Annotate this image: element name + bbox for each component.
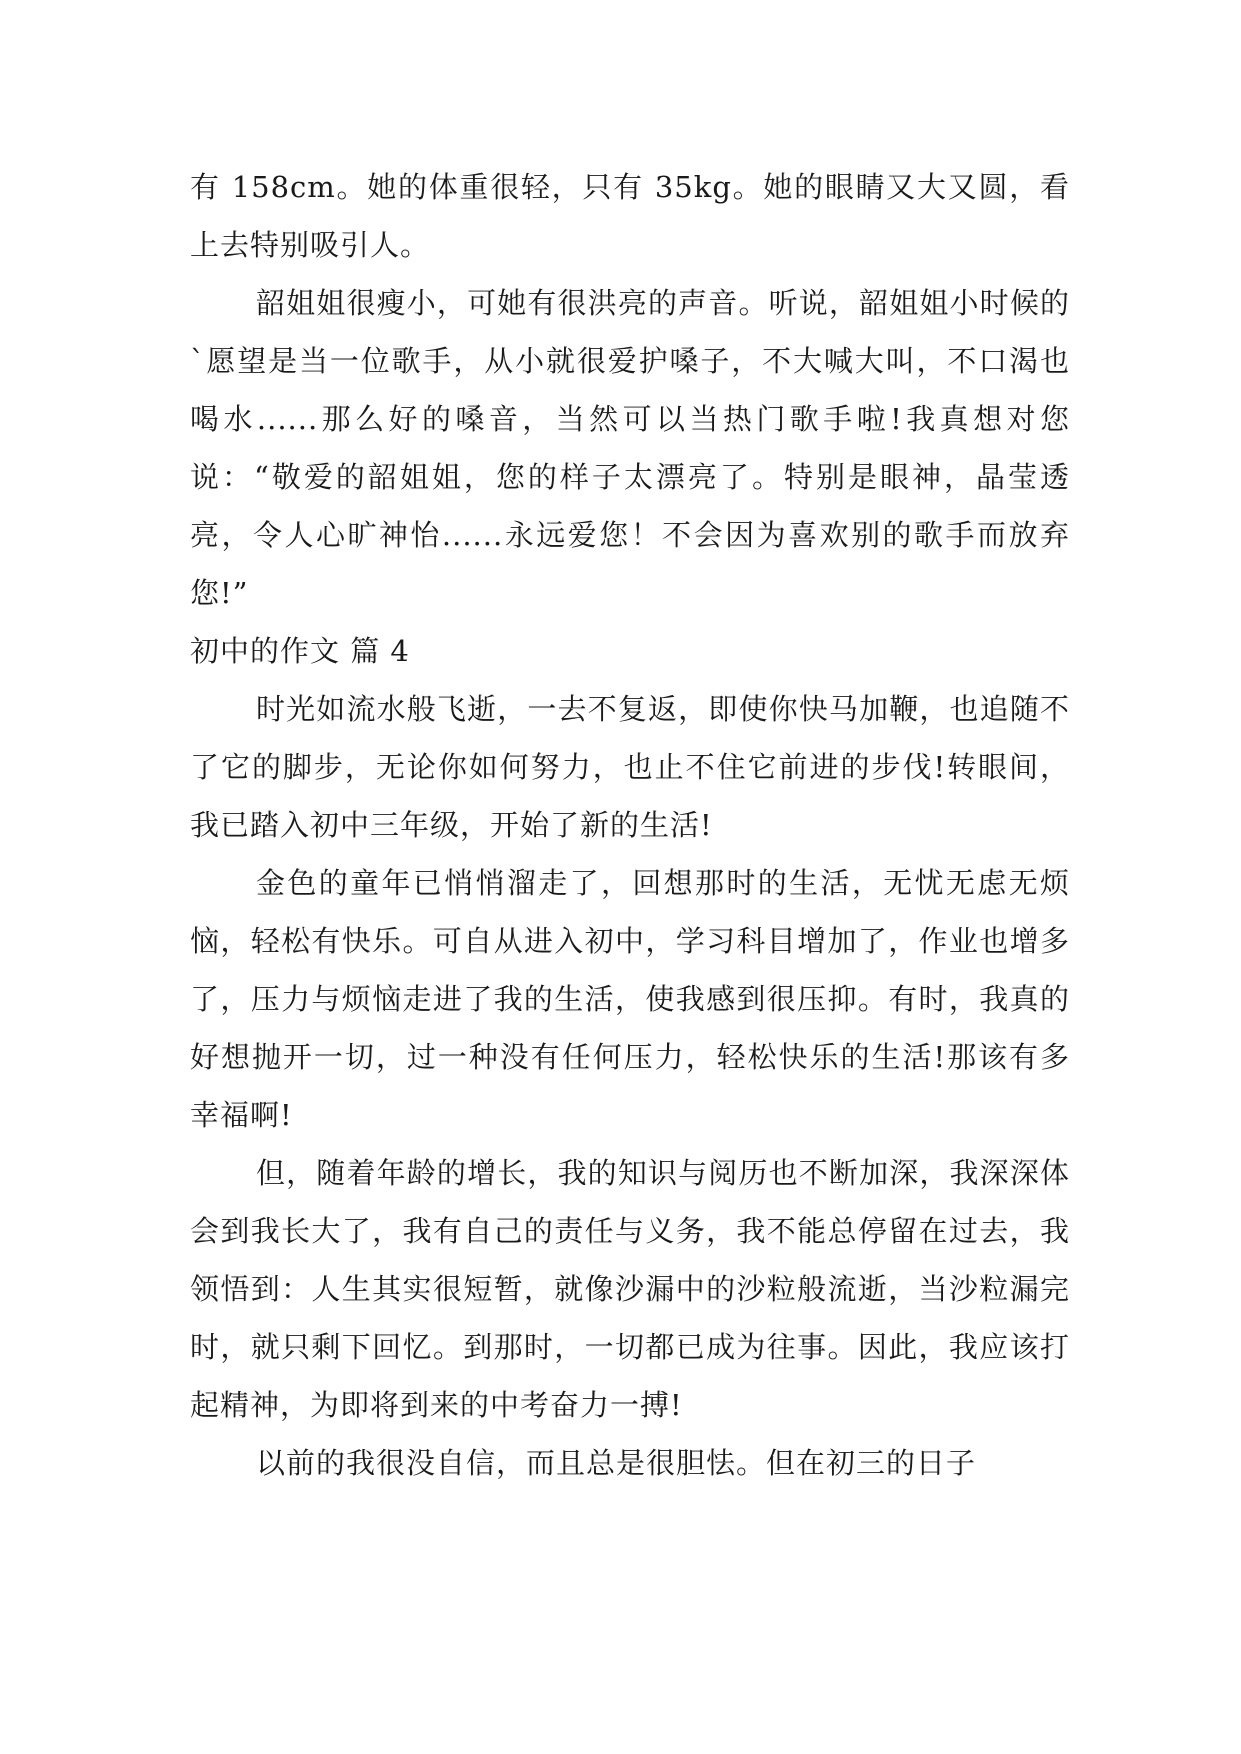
paragraph-growing-up: 但，随着年龄的增长，我的知识与阅历也不断加深，我深深体会到我长大了，我有自己的责任与义务，我不能总停留在过去，我领悟到：人生其实很短暂，就像沙漏中的沙粒般流逝，当沙粒漏完时，就只剩下回忆。到那时，一切都已成为往事。因此，我应该打起精神，为即将到来的中考奋力一搏! [190, 1156, 1070, 1422]
paragraph-golden-childhood: 金色的童年已悄悄溜走了，回想那时的生活，无忧无虑无烦恼，轻松有快乐。可自从进入初中，学习科目增加了，作业也增多了，压力与烦恼走进了我的生活，使我感到很压抑。有时，我真的好想抛开一切，过一种没有任何压力，轻松快乐的生活!那该有多幸福啊! [190, 866, 1070, 1132]
document-body [190, 158, 1070, 1492]
paragraph-confidence: 以前的我很没自信，而且总是很胆怯。但在初三的日子 [256, 1446, 977, 1480]
paragraph-shao-jiejie: 韶姐姐很瘦小，可她有很洪亮的声音。听说，韶姐姐小时候的`愿望是当一位歌手，从小就很爱护嗓子，不大喊大叫，不口渴也喝水......那么好的嗓音，当然可以当热门歌手啦!我真想对您说：“敬爱的韶姐姐，您的样子太漂亮了。特别是眼神，晶莹透亮，令人心旷神怡......永远爱您！不会因为喜欢别的歌手而放弃您!” [190, 286, 1070, 610]
section-heading: 初中的作文 篇 4 [190, 634, 410, 668]
paragraph-time-flies: 时光如流水般飞逝，一去不复返，即使你快马加鞭，也追随不了它的脚步，无论你如何努力，也止不住它前进的步伐!转眼间，我已踏入初中三年级，开始了新的生活! [190, 692, 1070, 842]
paragraph-continued: 有 158cm。她的体重很轻，只有 35kg。她的眼睛又大又圆，看上去特别吸引人。 [190, 170, 1070, 262]
